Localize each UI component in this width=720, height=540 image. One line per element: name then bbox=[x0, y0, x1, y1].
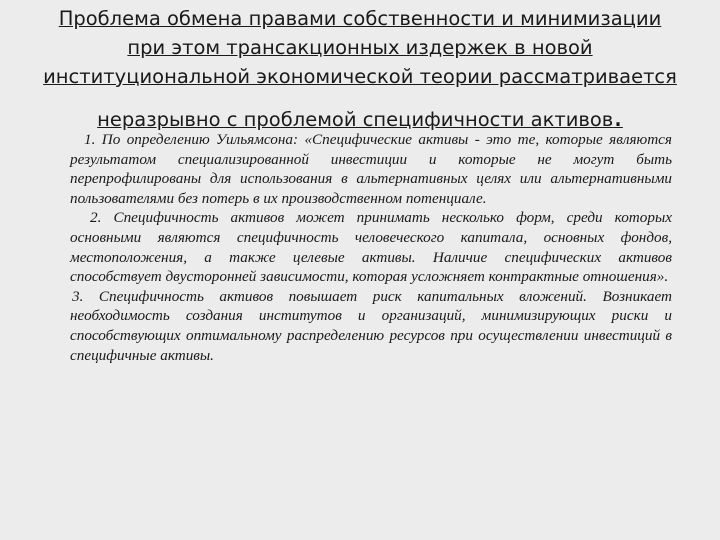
title-end-mark: . bbox=[613, 99, 623, 134]
title-line: Проблема обмена правами собственности и минимизации bbox=[58, 7, 662, 30]
title-line: при этом трансакционных издержек в новой bbox=[127, 36, 593, 59]
slide-body bbox=[70, 130, 672, 365]
title-line: институциональной экономической теории рассматривается bbox=[43, 65, 677, 88]
slide-title bbox=[30, 4, 690, 134]
paragraph-1: 1. По определению Уильямсона: «Специфические активы - это те, которые являются результатом специализированной инвестиции и которые не могут быть перепрофилированы для использования в альтернативных целях или альтернативными пользователями без потерь в их производственном потенциале. bbox=[70, 131, 672, 207]
paragraph-2: 2. Специфичность активов может принимать несколько форм, среди которых основными являются специфичность человеческого капитала, основных фондов, местоположения, а также целевые активы. Наличие специфических активов способствует двусторонней зависимости, которая усложняет контрактные отношения». bbox=[70, 209, 672, 286]
paragraph-3: 3. Специфичность активов повышает риск капитальных вложений. Возникает необходимость создания институтов и организаций, минимизирующих риски и способствующих оптимальному распределению ресурсов при осуществлении инвестиций в специфичные активы. bbox=[70, 287, 672, 364]
title-line-text: неразрывно с проблемой специфичности активов bbox=[97, 108, 614, 131]
